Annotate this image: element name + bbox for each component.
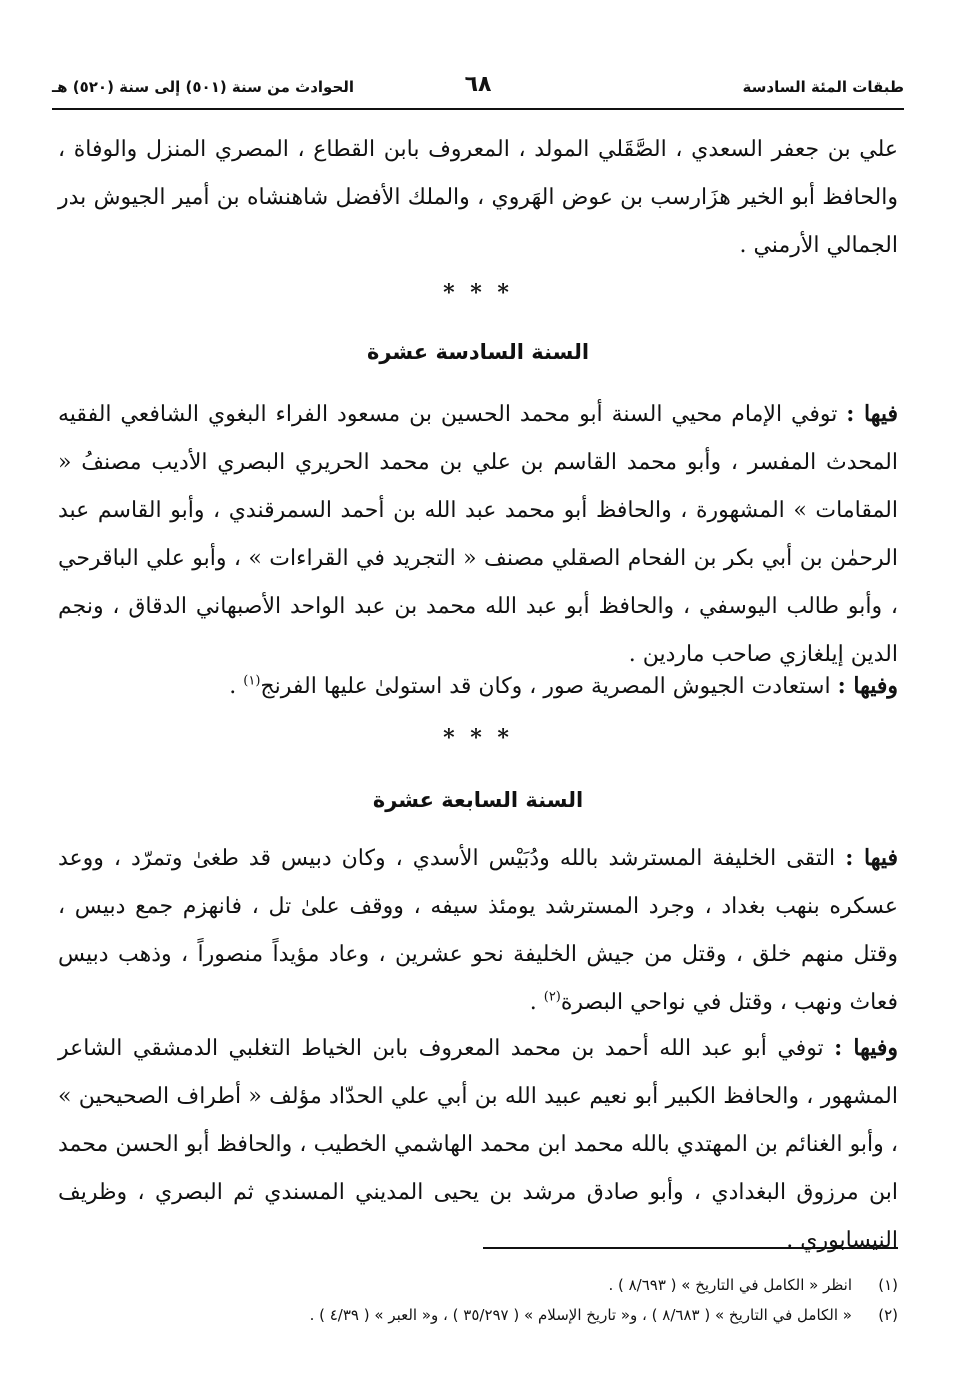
paragraph-lead: فيها : [846,401,898,427]
paragraph-lead: وفيها : [837,673,898,699]
footnote [58,1300,898,1330]
footnote-divider [483,1247,898,1249]
paragraph-lead: وفيها : [834,1035,898,1061]
book-title: طبقات المئة السادسة [742,78,904,96]
footnote [58,1270,898,1300]
footnote-text: « الكامل في التاريخ » ( ٨/٦٨٣ ) ، و« تاريخ الإسلام » ( ٣٥/٢٩٧ ) ، و« العبر » ( ٤/٣٩ ) . [309,1306,852,1324]
footnote-number: (٢) [878,1306,898,1324]
footnote-marker[interactable]: (١) [243,673,261,689]
paragraph-end: . [529,990,537,1015]
running-header [52,74,904,102]
paragraph-text: استعادت الجيوش المصرية صور ، وكان قد استولىٰ عليها الفرنج [260,674,831,699]
footnote-marker[interactable]: (٢) [543,989,561,1005]
paragraph-text: توفي الإمام محيي السنة أبو محمد الحسين بن مسعود الفراء البغوي الشافعي الفقيه المحدث المفسر ، وأبو محمد القاسم بن علي بن محمد الحريري البصري الأديب مصنفُ « المقامات » المشهورة ، والحافظ أبو محمد عبد الله بن أحمد السمرقندي ، وأبو القاسم عبد الرحمٰن بن أبي بكر بن الفحام الصقلي مصنف « التجريد في القراءات » ، وأبو علي الباقرحي ، وأبو طالب اليوسفي ، والحافظ أبو عبد الله محمد بن عبد الواحد الأصبهاني الدقاق ، ونجم الدين إيلغازي صاحب ماردين . [58,402,898,667]
paragraph-end: . [229,674,237,699]
year-517-paragraph-1 [58,834,898,1027]
footnote-text: انظر « الكامل في التاريخ » ( ٨/٦٩٣ ) . [608,1276,852,1294]
section-title-year-517: السنة السابعة عشرة [372,788,584,812]
top-paragraph: علي بن جعفر السعدي ، الصَّقَلي المولد ، المعروف بابن القطاع ، المصري المنزل والوفاة ، والحافظ أبو الخير هزَارسب بن عوض الهَروي ، والملك الأفضل شاهنشاه بن أمير الجيوش بدر الجمالي الأرمني . [58,137,898,258]
separator-stars: * * * [443,725,513,751]
header-divider [52,108,904,110]
separator-stars: * * * [443,280,513,306]
year-516-paragraph-2 [58,662,898,711]
paragraph-lead: فيها : [845,845,898,871]
page-number: ٦٨ [464,72,492,97]
year-516-paragraph-1 [58,390,898,679]
paragraph-text: التقى الخليفة المسترشد بالله ودُبَيْس الأسدي ، وكان دبيس قد طغىٰ وتمرّد ، ووعد عسكره بنهب بغداد ، وجرد المسترشد يومئذ سيفه ، ووقف علىٰ تل ، فانهزم جمع دبيس ، وقتل منهم خلق ، وقتل من جيش الخليفة نحو عشرين ، وعاد مؤيداً منصوراً ، وذهب دبيس فعاث ونهب ، وقتل في نواحي البصرة [58,846,898,1015]
footnotes [58,1270,898,1330]
section-range: الحوادث من سنة (٥٠١) إلى سنة (٥٢٠) هـ [52,78,355,96]
year-517-paragraph-2 [58,1024,898,1265]
paragraph-text: توفي أبو عبد الله أحمد بن محمد المعروف بابن الخياط التغلبي الدمشقي الشاعر المشهور ، والحافظ الكبير أبو نعيم عبيد الله بن أبي علي الحدّاد مؤلف « أطراف الصحيحين » ، وأبو الغنائم بن المهتدي بالله محمد ابن محمد الهاشمي الخطيب ، والحافظ أبو الحسن محمد ابن مرزوق البغدادي ، وأبو صادق مرشد بن يحيى المديني المسندي ثم البصري ، وظريف النيسابوري . [58,1036,898,1253]
section-title-year-516: السنة السادسة عشرة [366,340,590,364]
footnote-number: (١) [878,1276,898,1294]
